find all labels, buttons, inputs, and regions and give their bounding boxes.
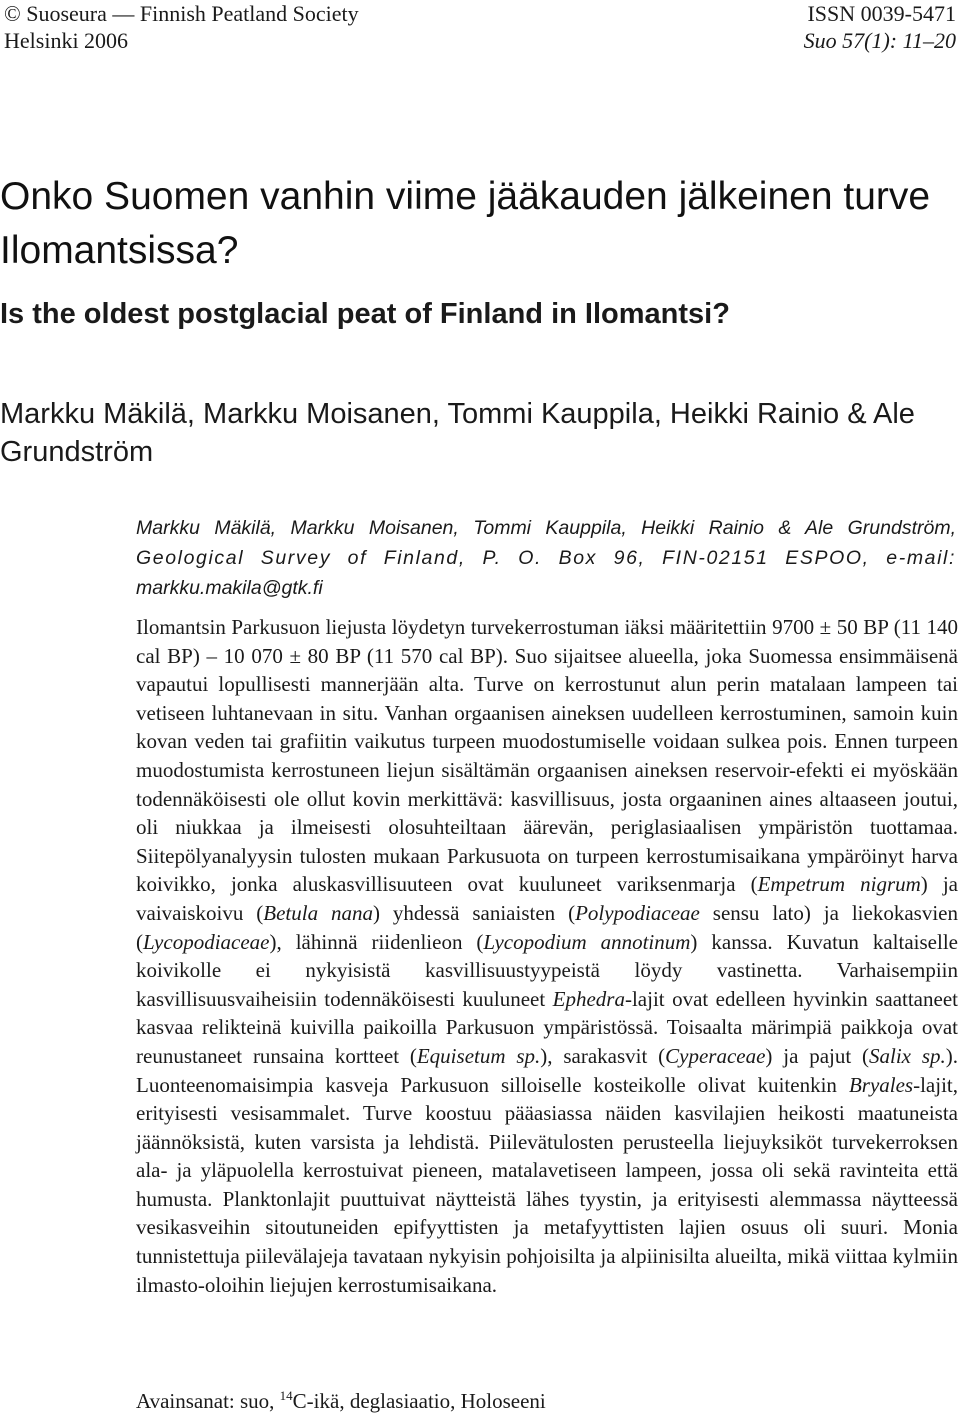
affiliation: [136, 513, 956, 603]
abstract-text: ), sarakasvit (: [540, 1043, 666, 1068]
article-title: Onko Suomen vanhin viime jääkauden jälkeinen turve Ilomantsissa?: [0, 175, 931, 272]
abstract-italic-term: Salix sp.: [869, 1043, 946, 1068]
affiliation-email: markku.makila@gtk.fi: [136, 577, 323, 599]
abstract-text: ). Luonteenomaisimpia kasveja Parkusuon silloiselle kosteikolle olivat kuitenkin: [136, 1043, 958, 1097]
article-subtitle: Is the oldest postglacial peat of Finland in Ilomantsi?: [0, 298, 730, 330]
abstract-italic-term: Empetrum nigrum: [757, 872, 921, 897]
citation: Suo 57(1): 11–20: [803, 28, 956, 53]
abstract-italic-term: Ephedra: [552, 986, 625, 1011]
abstract-text: Ilomantsin Parkusuon liejusta löydetyn turvekerrostuman iäksi määritettiin 9700 ± 50 BP (11 140 cal BP) – 10 070 ± 80 BP (11 570 cal BP). Suo sijaitsee alueella, joka Suomessa ensimmäisenä vapautui lopullisesti mannerjään alta. Turve on kerrostunut alun perin matalaan lampeen tai vetiseen luhtanevaan in situ. Vanhan orgaanisen aineksen uudelleen kerrostuminen, samoin kuin kovan veden tai grafiitin vaikutus turpeen muodostumiselle voidaan sulkea pois. Ennen turpeen muodostumista kerrostuneen liejun sisältämän orgaanisen aineksen reservoir-efekti ei myöskään todennäköisesti ole ollut kovin merkittävä: kasvillisuus, josta orgaaninen aines altaaseen joutui, oli niukkaa ja ilmeisesti olosuhteiltaan äärevän, periglasiaalisen ympäristön tuottamaa. Siitepölyanalyysin tulosten mukaan Parkusuota on turpeen kerrostumisaikana ympäröinyt harva koivikko, jonka aluskasvillisuuteen ovat kuuluneet variksenmarja (: [136, 615, 958, 897]
keywords-superscript: 14: [279, 1388, 293, 1403]
city-year: Helsinki 2006: [4, 28, 129, 53]
abstract-text: -lajit ovat edelleen hyvinkin saattaneet kasvaa relikteinä kuivilla paikoilla Parkusuon ympäristössä. Toisaalta märimpiä paikkoja ovat reunustaneet runsaina kortteet (: [136, 986, 958, 1068]
abstract-italic-term: Lycopodiaceae: [143, 929, 270, 954]
abstract-text: ) yhdessä saniaisten (: [373, 900, 576, 925]
keywords-rest: C-ikä, deglasiaatio, Holoseeni: [292, 1389, 546, 1413]
author-list: Markku Mäkilä, Markku Moisanen, Tommi Kauppila, Heikki Rainio & Ale Grundström: [0, 398, 915, 468]
abstract-italic-term: Equisetum sp.: [416, 1043, 541, 1068]
affiliation-address: Geological Survey of Finland, P. O. Box 96, FIN-02151 ESPOO, e-mail:: [136, 547, 956, 569]
abstract-italic-term: Bryales: [848, 1072, 914, 1097]
abstract-italic-term: Cyperaceae: [665, 1043, 766, 1068]
abstract-text: ) ja vaivaiskoivu (: [136, 872, 958, 925]
abstract-text: sensu lato) ja liekokasvien (: [136, 900, 958, 954]
abstract-text: ) kanssa. Kuvatun kaltaiselle koivikolle ei nykyisistä kasvillisuustyypeistä löydy vastinetta. Varhaisempiin kasvillisuusvaiheisiin todennäköisesti kuuluneet: [136, 929, 958, 1011]
keywords-label: Avainsanat: suo,: [136, 1389, 275, 1413]
issn: ISSN 0039-5471: [807, 1, 956, 26]
abstract-italic-term: Betula nana: [263, 900, 373, 925]
abstract-italic-term: Lycopodium annotinum: [483, 929, 691, 954]
keywords: [136, 1387, 956, 1415]
abstract-text: ), lähinnä riidenlieon (: [269, 929, 484, 954]
abstract-text: ) ja pajut (: [765, 1043, 870, 1068]
abstract-italic-term: Polypodiaceae: [575, 900, 700, 925]
journal-header-left: [4, 0, 359, 54]
affiliation-names: Markku Mäkilä, Markku Moisanen, Tommi Kauppila, Heikki Rainio & Ale Grundström,: [136, 517, 956, 539]
abstract: [136, 613, 958, 1299]
abstract-text: -lajit, erityisesti vesisammalet. Turve koostuu pääasiassa näiden kasvilajien heikosti maatuneista jäännöksistä, kuten varsista ja lehdistä. Piilevätulosten perusteella liejuyksiköt turvekerroksen ala- ja yläpuolella kerrostuivat pieneen, matalavetiseen lampeen, jossa oli sekä ravinteita että humusta. Planktonlajit puuttuivat näytteistä lähes tyystin, ja erityisesti alemmassa näytteessä vesikasveihin sitoutuneiden epifyyttisten ja metafyyttisten lajien osuus oli suuri. Monia tunnistettuja piilevälajeja tavataan nykyisin pohjoisilta ja alpiinisilta alueilta, mikä viittaa kylmiin ilmasto-oloihin liejujen kerrostumisaikana.: [136, 1072, 958, 1297]
copyright-line: © Suoseura — Finnish Peatland Society: [4, 1, 359, 26]
journal-header-right: [804, 0, 956, 54]
